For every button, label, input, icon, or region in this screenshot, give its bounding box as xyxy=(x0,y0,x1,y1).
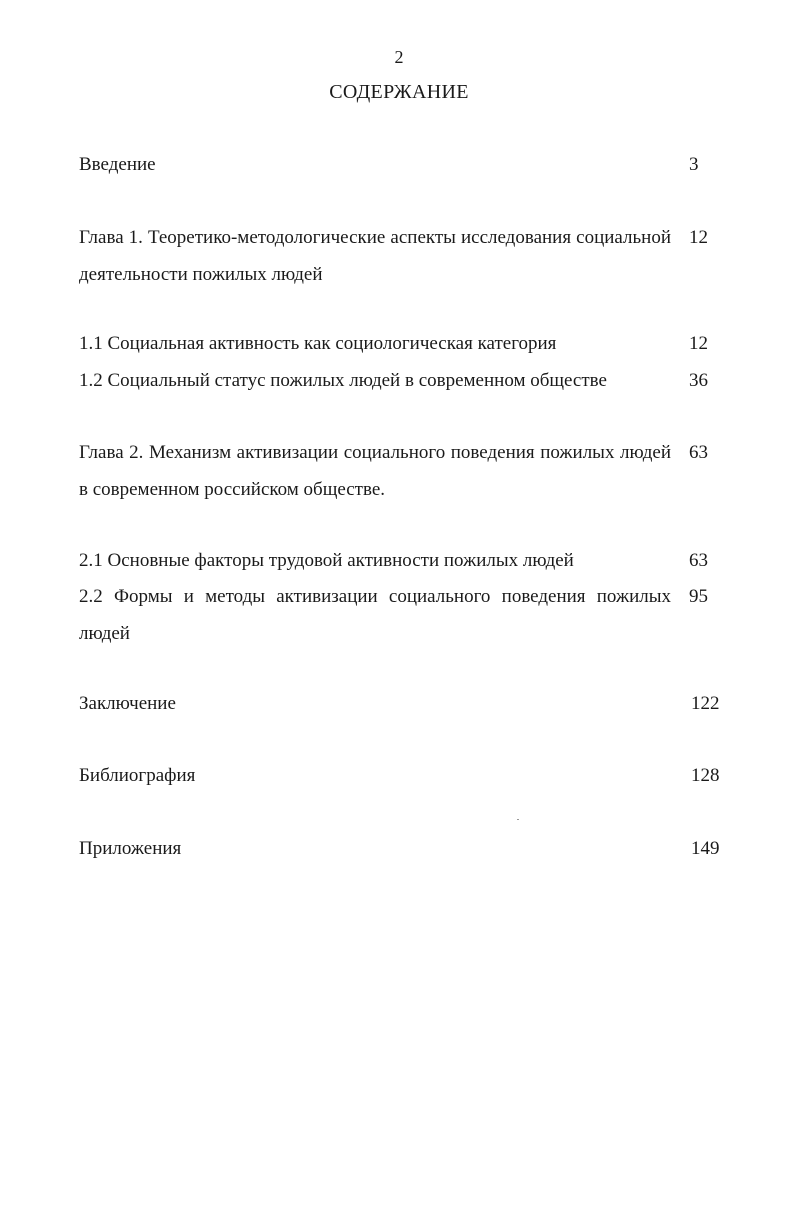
toc-entry-page: 36 xyxy=(689,370,708,391)
toc-entry-text: Введение xyxy=(79,154,156,175)
toc-entry-page: 3 xyxy=(689,154,699,175)
toc-entry-page: 63 xyxy=(689,442,708,463)
toc-entry-section-1-1 xyxy=(79,325,719,362)
toc-entry-appendices xyxy=(79,830,719,867)
toc-entry-text: 1.1 Социальная активность как социологическая категория xyxy=(79,333,557,354)
toc-entry-page: 128 xyxy=(691,765,720,786)
toc-entry-conclusion xyxy=(79,685,719,722)
toc-entry-chapter-1 xyxy=(79,219,719,293)
toc-entry-page: 95 xyxy=(689,586,708,607)
toc-entry-page: 12 xyxy=(689,227,708,248)
toc-entry-introduction xyxy=(79,146,719,183)
toc-entry-text: 2.2 Формы и методы активизации социального поведения пожилых людей xyxy=(79,586,671,644)
toc-entry-section-2-1 xyxy=(79,542,719,579)
toc-entry-page: 63 xyxy=(689,550,708,571)
toc-entry-bibliography xyxy=(79,757,719,794)
toc-entry-text: Приложения xyxy=(79,838,182,859)
toc-entry-text: 2.1 Основные факторы трудовой активности пожилых людей xyxy=(79,550,574,571)
page-title: СОДЕРЖАНИЕ xyxy=(329,81,469,103)
toc-entry-text: Глава 2. Механизм активизации социального поведения пожилых людей в современном российском обществе. xyxy=(79,442,671,500)
toc-entry-page: 122 xyxy=(691,693,720,714)
toc-entry-page: 12 xyxy=(689,333,708,354)
toc-entry-text: Глава 1. Теоретико-методологические аспекты исследования социальной деятельности пожилых людей xyxy=(79,227,671,285)
toc-entry-chapter-2 xyxy=(79,434,719,508)
toc-entry-text: Заключение xyxy=(79,693,176,714)
toc-entry-text: 1.2 Социальный статус пожилых людей в современном обществе xyxy=(79,370,607,391)
page-number: 2 xyxy=(394,47,404,67)
toc-entry-page: 149 xyxy=(691,838,720,859)
toc-entry-section-1-2 xyxy=(79,362,719,399)
toc-entry-text: Библиография xyxy=(79,765,196,786)
toc-entry-section-2-2 xyxy=(79,578,719,652)
scan-speck xyxy=(517,819,519,820)
